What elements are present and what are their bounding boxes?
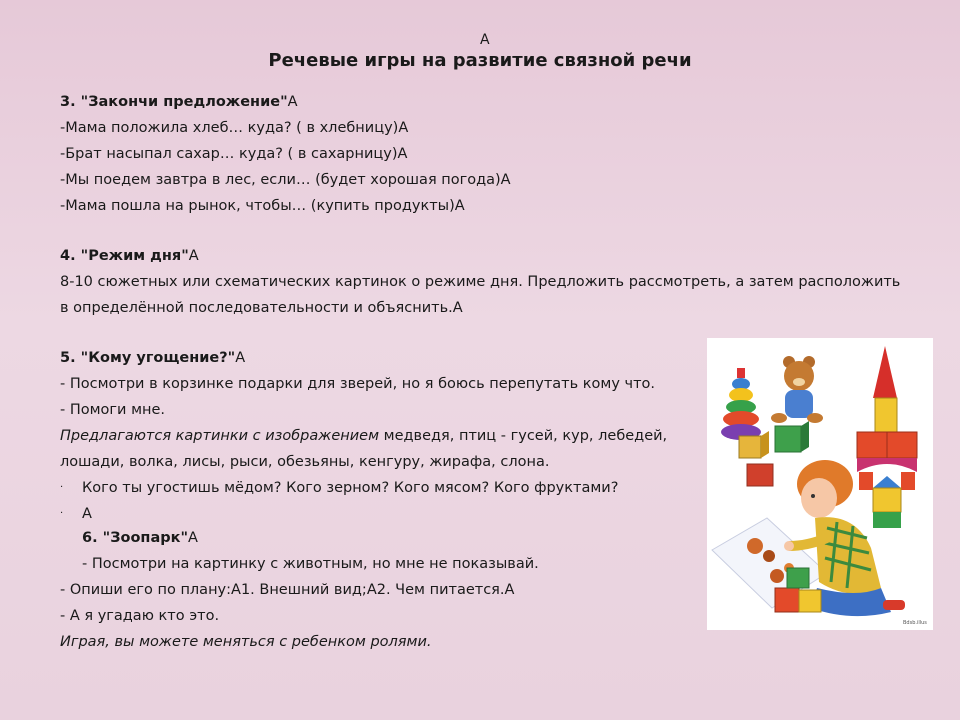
section6-heading-line — [82, 528, 198, 548]
section4-line-1: 8-10 сюжетных или схематических картинок о режиме дня. Предложить рассмотреть, а затем расположить — [60, 274, 901, 290]
section5-heading: 5. "Кому угощение?" — [60, 350, 236, 366]
section6-heading-suffix: A — [188, 530, 198, 546]
block-tower-icon — [857, 346, 917, 528]
section3-line-1: -Мама положила хлеб… куда? ( в хлебницу)A — [60, 120, 409, 136]
section5-line-2: - Помоги мне. — [60, 402, 166, 418]
section3-heading: 3. "Закончи предложение" — [60, 94, 288, 110]
section5-line-3-rest: медведя, птиц - гусей, кур, лебедей, — [379, 428, 668, 444]
section3-line-3: -Мы поедем завтра в лес, если… (будет хорошая погода)A — [60, 172, 511, 188]
pyramid-toy-icon — [721, 368, 761, 440]
section4-line-2: в определённой последовательности и объяснить.A — [60, 300, 463, 316]
page-title: Речевые игры на развитие связной речи — [268, 50, 692, 71]
image-signature: Bdsb.illus — [903, 620, 927, 626]
section6-heading: 6. "Зоопарк" — [82, 530, 189, 546]
section3-line-4: -Мама пошла на рынок, чтобы… (купить продукты)A — [60, 198, 465, 214]
section3-heading-line — [60, 92, 298, 112]
section5-bullet-2: A — [82, 506, 92, 522]
section6-line-1: - Посмотри на картинку с животным, но мне не показывай. — [82, 556, 539, 572]
section5-heading-line — [60, 348, 245, 368]
top-mark: A — [480, 32, 490, 48]
section4-heading-suffix: A — [188, 248, 199, 264]
section6-line-3: - А я угадаю кто это. — [60, 608, 220, 624]
section5-bullet-1: Кого ты угостишь мёдом? Кого зерном? Кого мясом? Кого фруктами? — [82, 480, 619, 496]
section5-line-3-italic: Предлагаются картинки с изображением — [60, 428, 380, 444]
teddy-bear-icon — [771, 356, 823, 423]
child-with-toys-illustration — [707, 338, 933, 630]
section6-line-4: Играя, вы можете меняться с ребенком ролями. — [60, 634, 432, 650]
bullet-dot-2: · — [60, 508, 64, 519]
section5-line-3 — [60, 426, 667, 446]
section3-line-2: -Брат насыпал сахар… куда? ( в сахарницу)A — [60, 146, 408, 162]
child-with-toys-image — [707, 338, 933, 630]
section5-line-1: - Посмотри в корзинке подарки для зверей, но я боюсь перепутать кому что. — [60, 376, 656, 392]
section4-heading-line — [60, 246, 199, 266]
bullet-dot-1: · — [60, 482, 64, 493]
section3-heading-suffix: A — [287, 94, 298, 110]
section5-heading-suffix: A — [235, 350, 246, 366]
section4-heading: 4. "Режим дня" — [60, 248, 189, 264]
section6-line-2: - Опиши его по плану:A1. Внешний вид;A2. Чем питается.A — [60, 582, 515, 598]
section5-line-4: лошади, волка, лисы, рыси, обезьяны, кенгуру, жирафа, слона. — [60, 454, 550, 470]
